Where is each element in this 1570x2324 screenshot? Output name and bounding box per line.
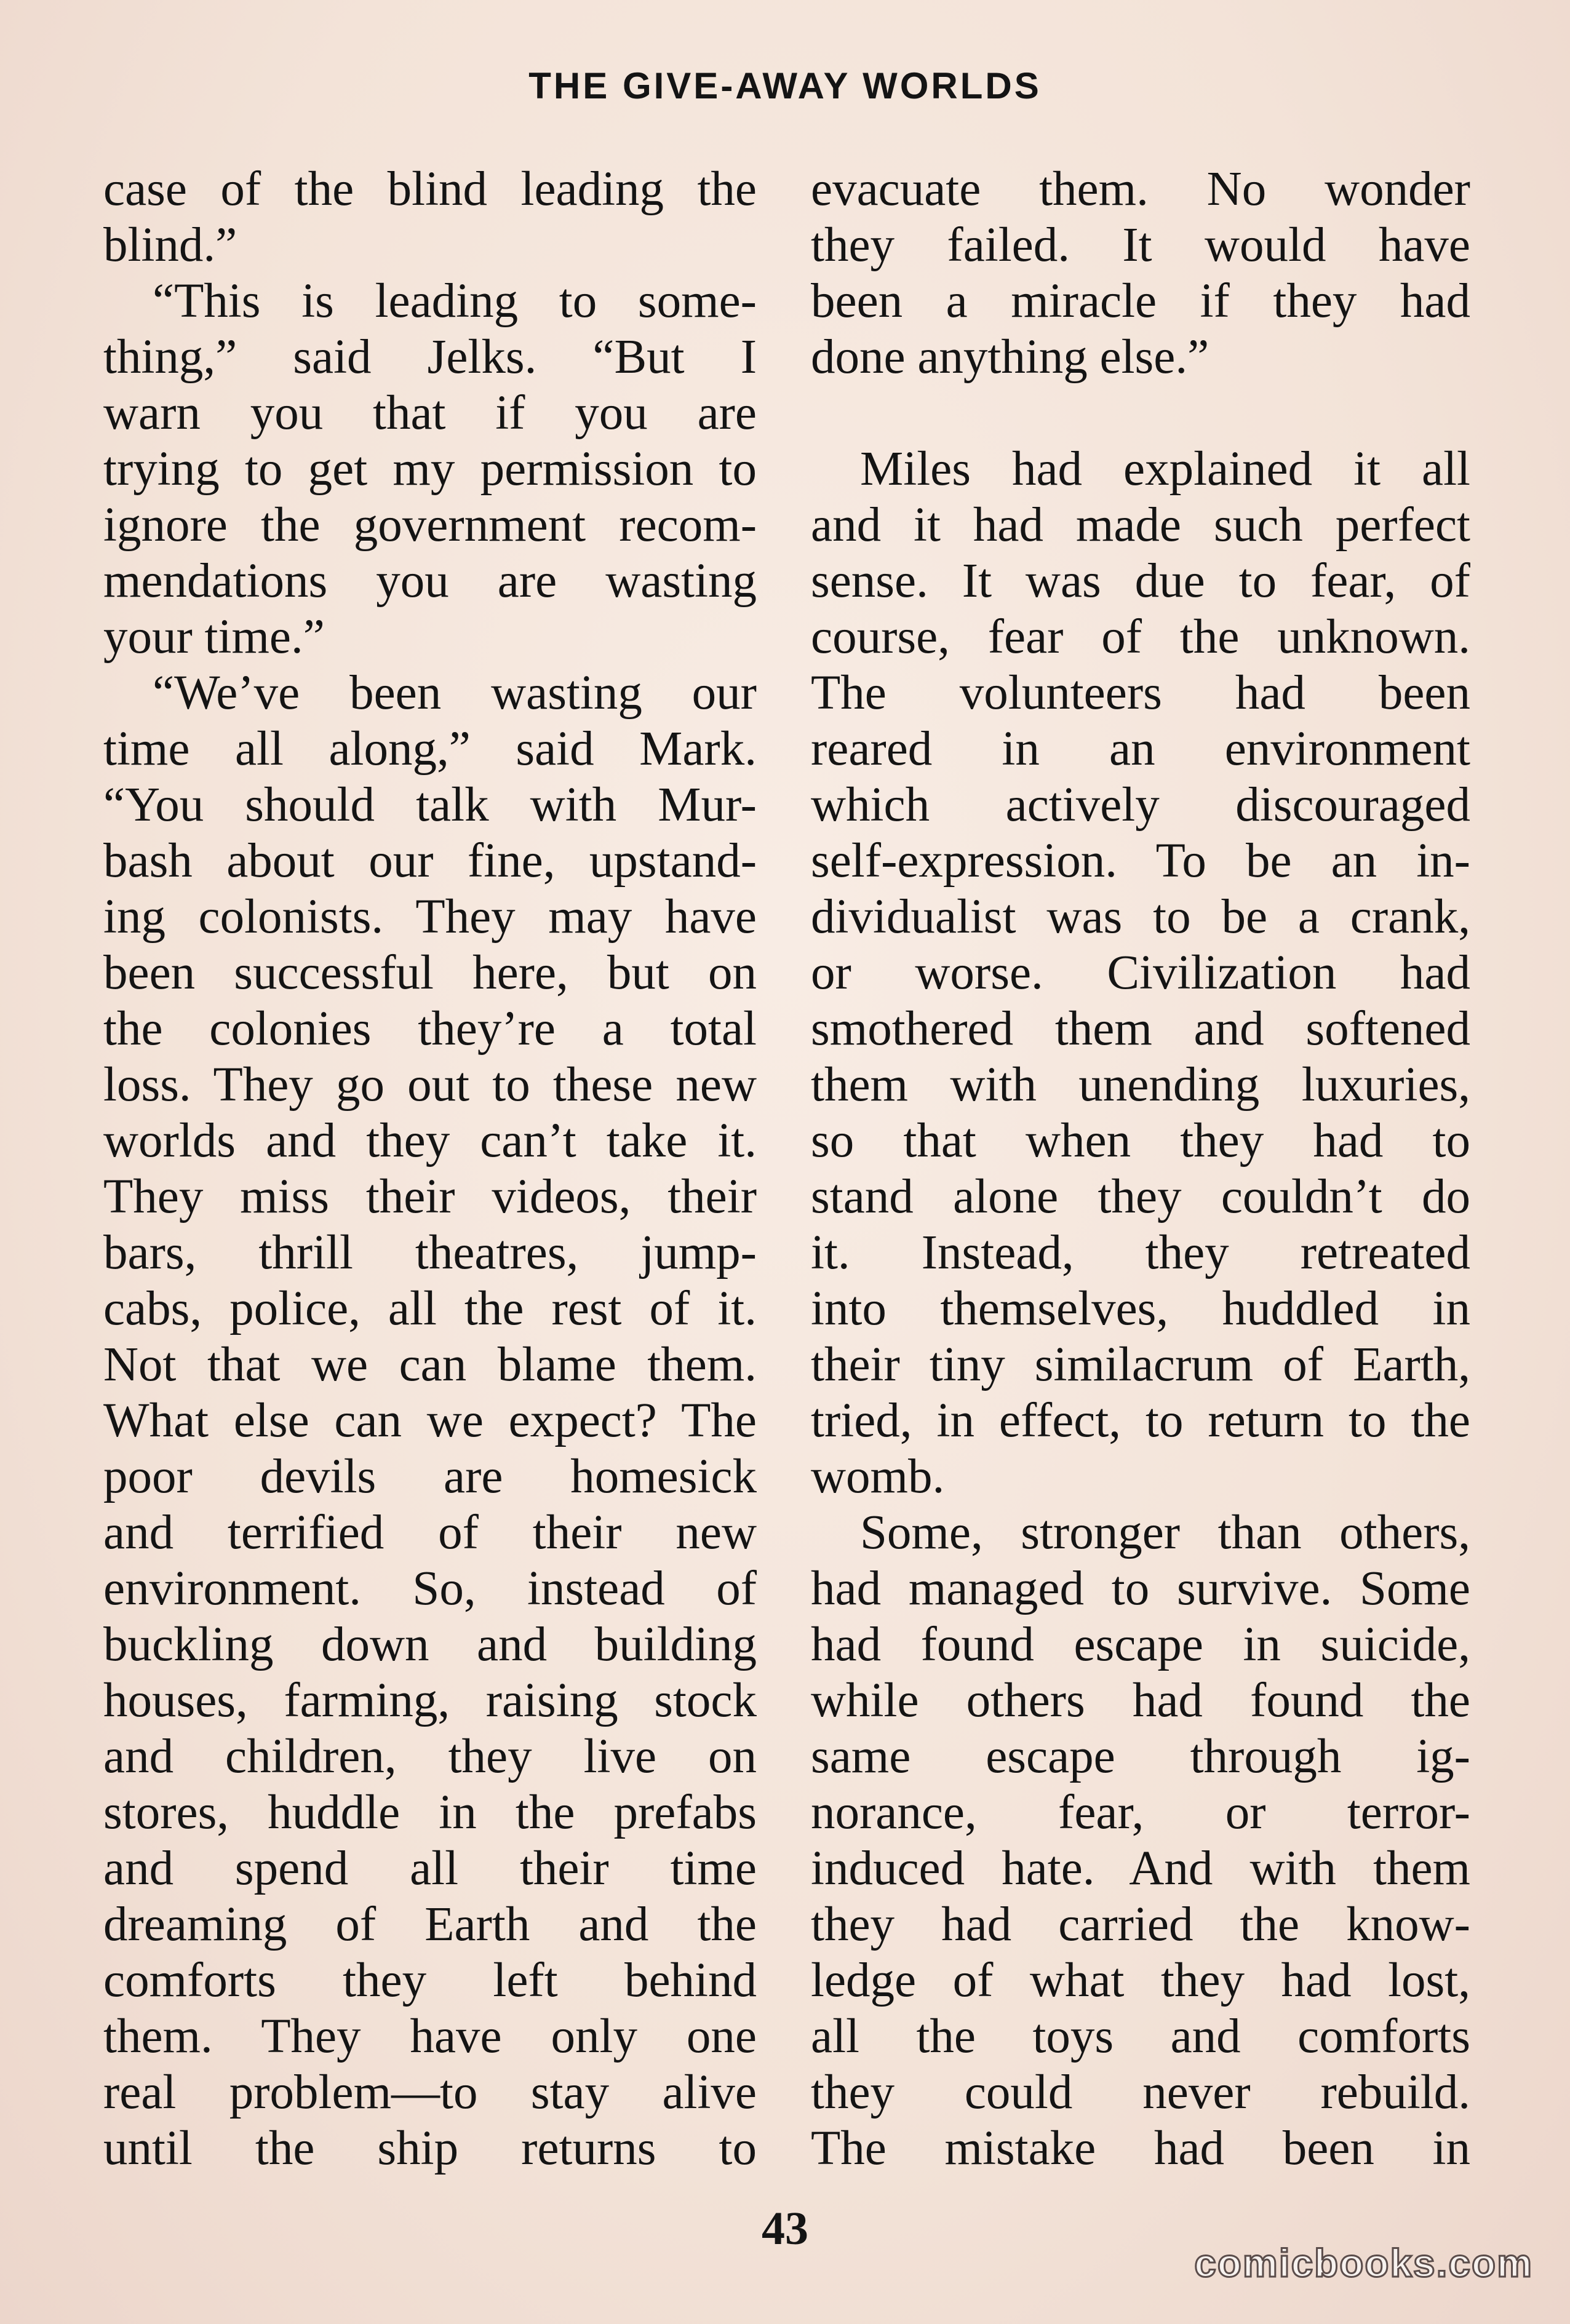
- text-line: same escape through ig-: [811, 1730, 1470, 1783]
- text-line: thing,” said Jelks. “But I: [103, 330, 757, 384]
- running-head: THE GIVE-AWAY WORLDS: [528, 65, 1042, 106]
- text-line: trying to get my permission to: [103, 442, 757, 496]
- text-line: and terrified of their new: [103, 1506, 757, 1559]
- text-line: stand alone they couldn’t do: [811, 1170, 1470, 1224]
- text-line: loss. They go out to these new: [103, 1058, 757, 1112]
- text-line: Miles had explained it all: [860, 442, 1470, 496]
- text-line: Not that we can blame them.: [103, 1338, 757, 1391]
- text-line: Some, stronger than others,: [860, 1506, 1470, 1559]
- text-line: blind.”: [103, 218, 237, 272]
- text-line: stores, huddle in the prefabs: [103, 1786, 757, 1839]
- text-line: tried, in effect, to return to the: [811, 1394, 1470, 1447]
- text-line: What else can we expect? The: [103, 1394, 757, 1447]
- text-line: ing colonists. They may have: [103, 890, 757, 944]
- page-number: 43: [762, 2203, 808, 2254]
- text-line: been successful here, but on: [103, 946, 757, 1000]
- text-line: until the ship returns to: [103, 2122, 757, 2175]
- text-line: womb.: [811, 1450, 945, 1503]
- text-line: all the toys and comforts: [811, 2010, 1470, 2063]
- text-line: had found escape in suicide,: [811, 1618, 1470, 1671]
- text-line: your time.”: [103, 610, 325, 664]
- text-line: self-expression. To be an in-: [811, 834, 1470, 888]
- text-line: done anything else.”: [811, 330, 1209, 384]
- text-line: mendations you are wasting: [103, 554, 757, 608]
- text-line: case of the blind leading the: [103, 162, 757, 216]
- text-line: they had carried the know-: [811, 1898, 1470, 1951]
- text-line: so that when they had to: [811, 1114, 1470, 1168]
- text-line: their tiny similacrum of Earth,: [811, 1338, 1470, 1391]
- text-line: environment. So, instead of: [103, 1562, 757, 1615]
- text-line: The mistake had been in: [811, 2122, 1470, 2175]
- text-line: smothered them and softened: [811, 1002, 1470, 1056]
- text-line: “This is leading to some-: [153, 274, 757, 328]
- text-line: bars, thrill theatres, jump-: [103, 1226, 757, 1279]
- text-line: bash about our fine, upstand-: [103, 834, 757, 888]
- text-line: houses, farming, raising stock: [103, 1674, 757, 1727]
- watermark-logo: comicbooks.com: [1194, 2241, 1533, 2285]
- text-line: “You should talk with Mur-: [103, 778, 757, 832]
- text-line: they could never rebuild.: [811, 2066, 1470, 2119]
- text-line: been a miracle if they had: [811, 274, 1470, 328]
- text-line: poor devils are homesick: [103, 1450, 757, 1503]
- text-line: into themselves, huddled in: [811, 1282, 1470, 1335]
- text-line: they failed. It would have: [811, 218, 1470, 272]
- text-line: ignore the government recom-: [103, 498, 757, 552]
- text-line: and it had made such perfect: [811, 498, 1470, 552]
- text-line: warn you that if you are: [103, 386, 757, 440]
- text-line: the colonies they’re a total: [103, 1002, 757, 1056]
- text-line: which actively discouraged: [811, 778, 1470, 832]
- text-line: course, fear of the unknown.: [811, 610, 1470, 664]
- text-line: [811, 385, 1470, 441]
- text-line: cabs, police, all the rest of it.: [103, 1282, 757, 1335]
- text-line: They miss their videos, their: [103, 1170, 757, 1224]
- text-line: reared in an environment: [811, 722, 1470, 776]
- text-line: comforts they left behind: [103, 1954, 757, 2007]
- text-line: real problem—to stay alive: [103, 2066, 757, 2119]
- text-line: dreaming of Earth and the: [103, 1898, 757, 1951]
- text-line: and spend all their time: [103, 1842, 757, 1895]
- text-line: and children, they live on: [103, 1730, 757, 1783]
- text-line: had managed to survive. Some: [811, 1562, 1470, 1615]
- text-line: or worse. Civilization had: [811, 946, 1470, 1000]
- left-text-column: [103, 161, 757, 2176]
- text-line: while others had found the: [811, 1674, 1470, 1727]
- text-line: sense. It was due to fear, of: [811, 554, 1470, 608]
- text-line: induced hate. And with them: [811, 1842, 1470, 1895]
- text-line: worlds and they can’t take it.: [103, 1114, 757, 1168]
- text-line: buckling down and building: [103, 1618, 757, 1671]
- text-line: them. They have only one: [103, 2010, 757, 2063]
- text-line: evacuate them. No wonder: [811, 162, 1470, 216]
- text-line: dividualist was to be a crank,: [811, 890, 1470, 944]
- text-line: The volunteers had been: [811, 666, 1470, 720]
- text-line: it. Instead, they retreated: [811, 1226, 1470, 1279]
- text-line: them with unending luxuries,: [811, 1058, 1470, 1112]
- right-text-column: [811, 161, 1470, 2176]
- text-line: time all along,” said Mark.: [103, 722, 757, 776]
- text-line: “We’ve been wasting our: [153, 666, 757, 720]
- text-line: ledge of what they had lost,: [811, 1954, 1470, 2007]
- text-line: norance, fear, or terror-: [811, 1786, 1470, 1839]
